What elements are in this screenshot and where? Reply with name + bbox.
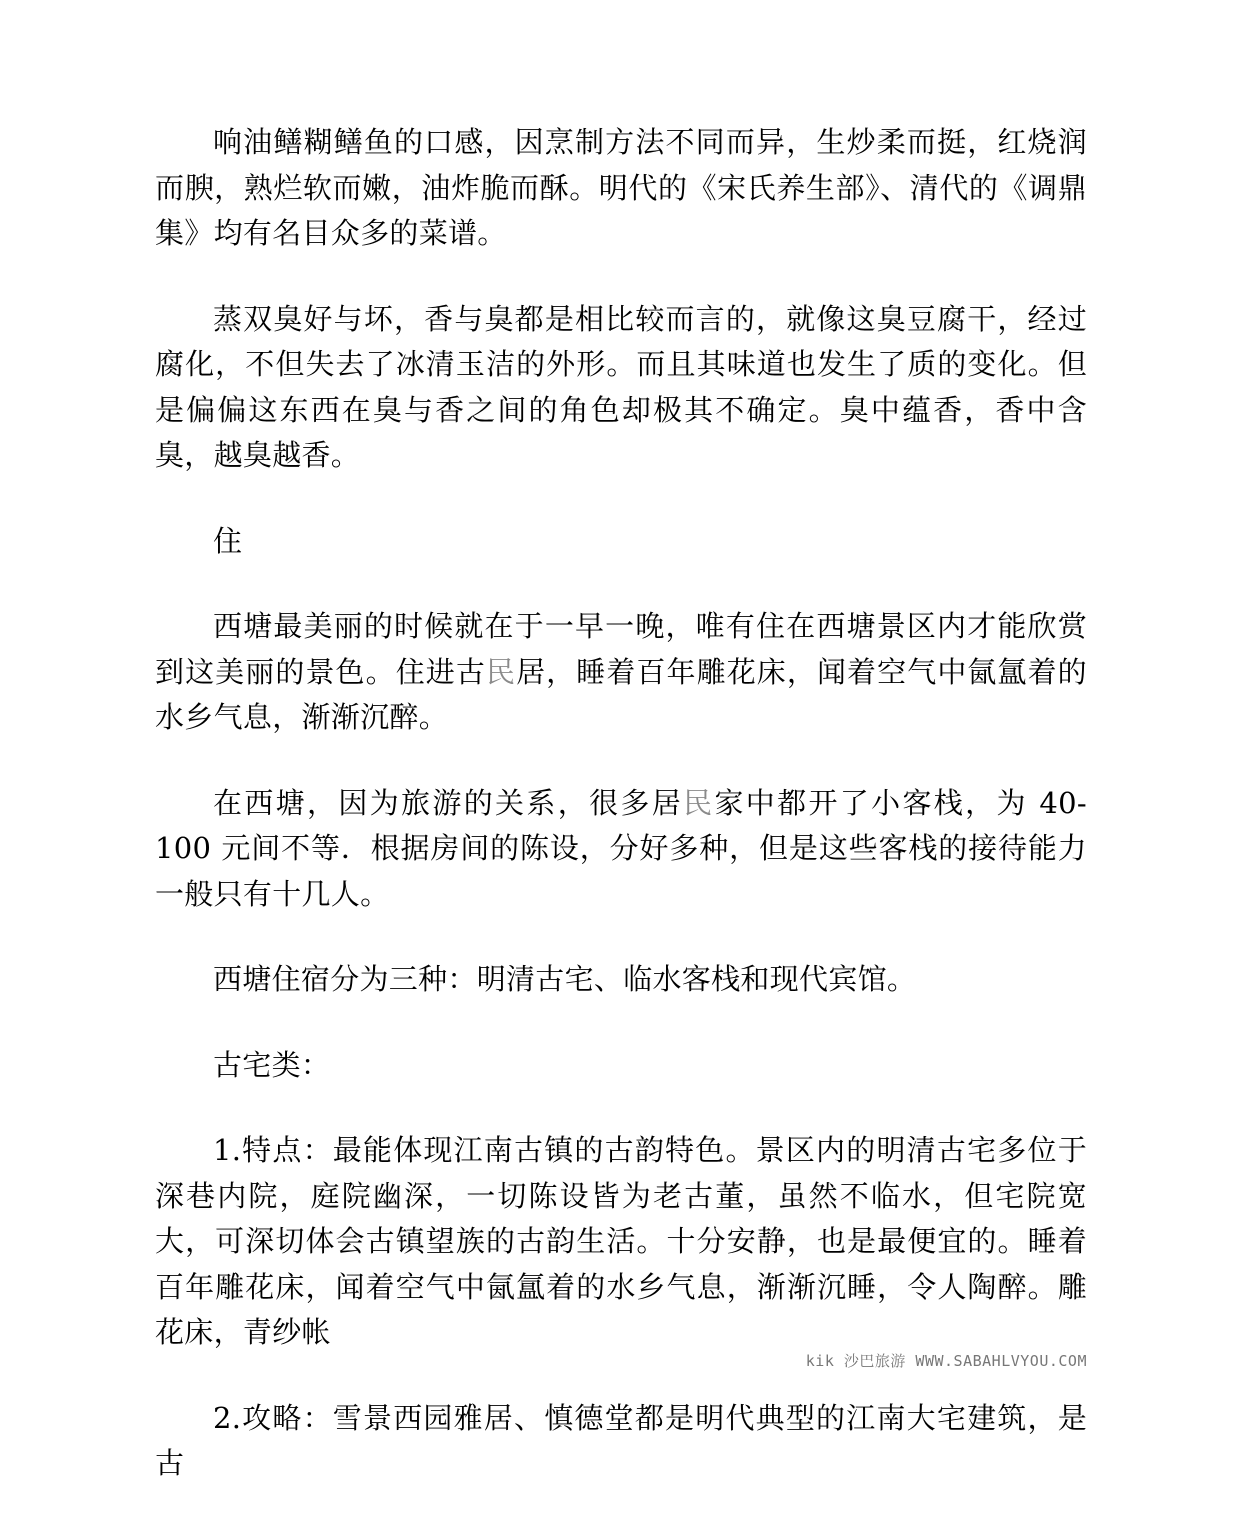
highlighted-character: 民	[485, 654, 517, 689]
section-heading-lodging: 住	[213, 523, 243, 558]
paragraph-lodging-types: 西塘住宿分为三种：明清古宅、临水客栈和现代宾馆。	[213, 962, 917, 996]
paragraph-food-eel: 响油鳝糊鳝鱼的口感，因烹制方法不同而异，生炒柔而挺，红烧润而腴，熟烂软而嫩，油炸脆而酥。明代的《宋氏养生部》、清代的《调鼎集》均有名目众多的菜谱。	[155, 125, 1087, 250]
paragraph-lodging-intro	[155, 604, 1087, 741]
paragraph-stinky-tofu: 蒸双臭好与坏，香与臭都是相比较而言的，就像这臭豆腐干，经过腐化，不但失去了冰清玉洁的外形。而且其味道也发生了质的变化。但是偏偏这东西在臭与香之间的角色却极其不确定。臭中蕴香，香中含臭，越臭越香。	[155, 301, 1087, 472]
page-footer-watermark: kik 沙巴旅游 WWW.SABAHLVYOU.COM	[805, 1352, 1087, 1370]
paragraph-features: 1.特点：最能体现江南古镇的古韵特色。景区内的明清古宅多位于深巷内院，庭院幽深，一切陈设皆为老古董，虽然不临水，但宅院宽大，可深切体会古镇望族的古韵生活。十分安静，也是最便宜的。睡着百年雕花床，闻着空气中氤氲着的水乡气息，渐渐沉睡，令人陶醉。雕花床，青纱帐	[155, 1133, 1087, 1349]
highlighted-character: 民	[683, 785, 715, 820]
text-run: 居，睡着百年雕花床，闻着空气中氤氲着的水乡气息，渐渐沉醉。	[155, 654, 1087, 734]
subheading-old-houses: 古宅类：	[213, 1047, 331, 1082]
text-run: 在西塘，因为旅游的关系，很多居	[213, 785, 684, 820]
document-body	[155, 120, 1087, 1527]
text-run: 西塘最美丽的时候就在于一早一晚，唯有住在西塘景区内才能欣赏到这美丽的景色。住进古	[155, 609, 1087, 689]
paragraph-strategy: 2.攻略：雪景西园雅居、慎德堂都是明代典型的江南大宅建筑，是古	[155, 1400, 1087, 1480]
paragraph-inns	[155, 781, 1087, 918]
text-run: 家中都开了小客栈，为 40-100 元间不等．根据房间的陈设，分好多种，但是这些客栈的接待能力一般只有十几人。	[155, 785, 1087, 911]
